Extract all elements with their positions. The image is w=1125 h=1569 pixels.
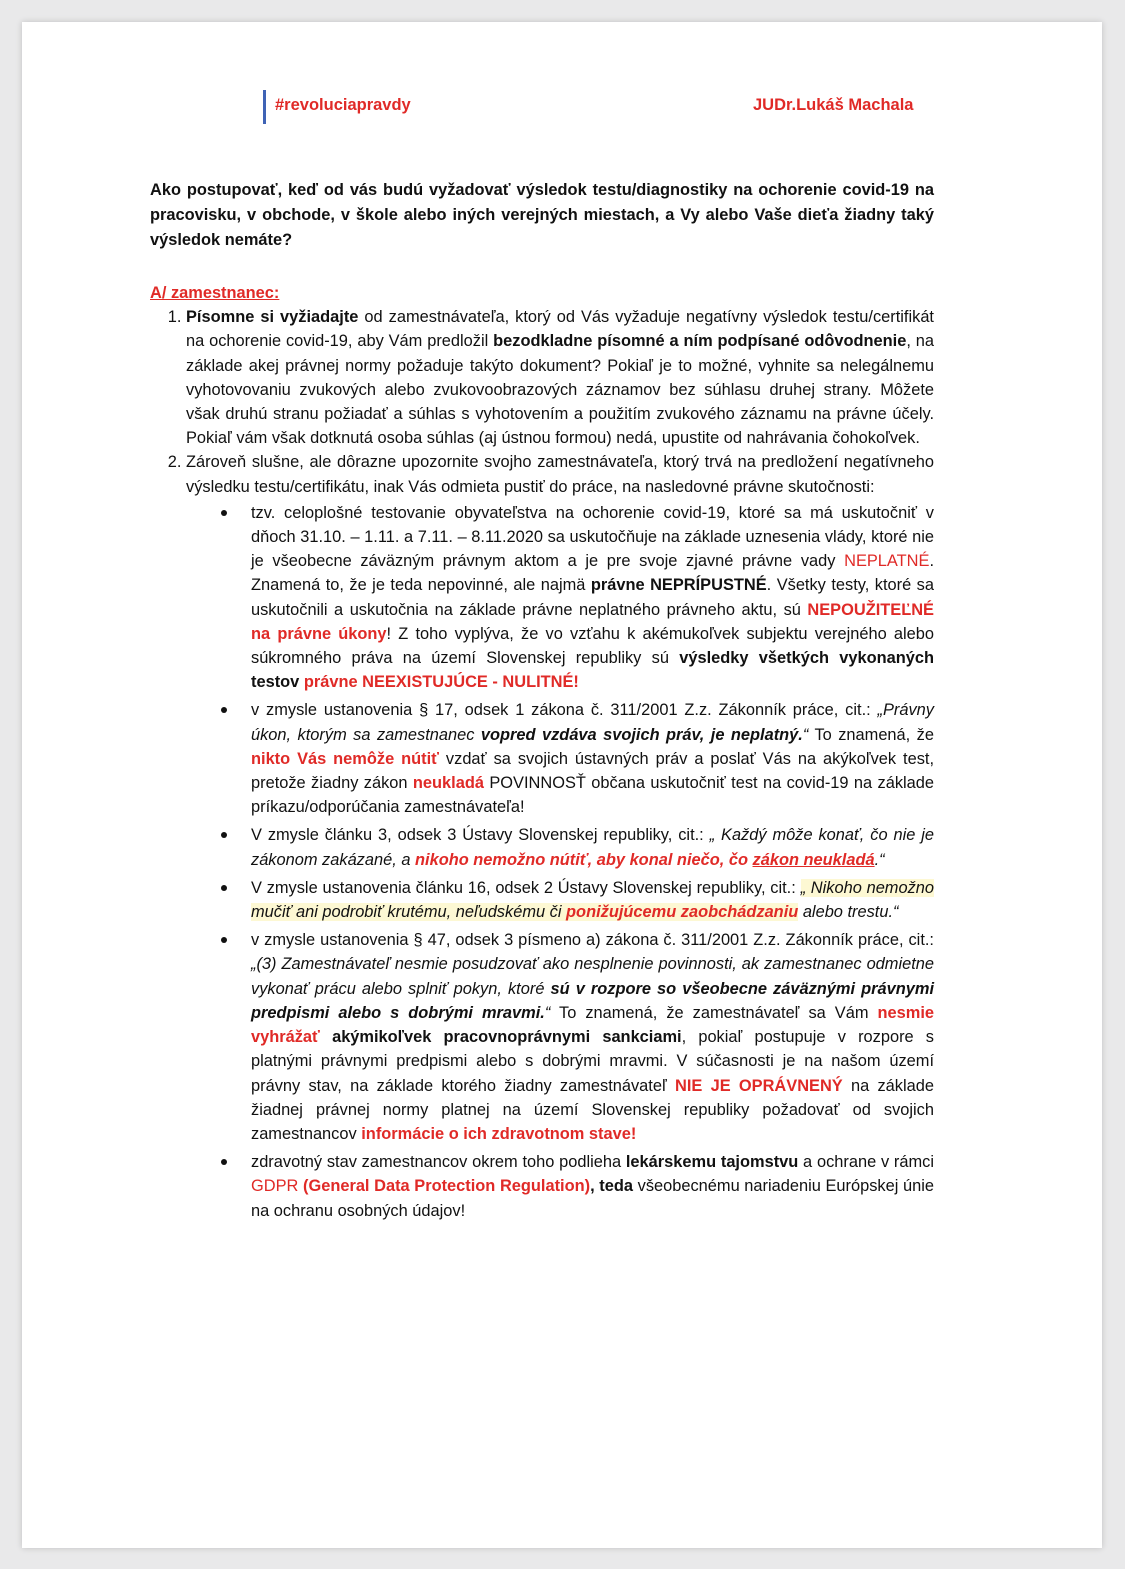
bullet-text: , pokiaľ postupuje v rozpore s platnými právnymi predpismi alebo s dobrými mravmi. V súčasnosti je na našom území právny stav, na základe ktorého žiadny zamestnávateľ <box>251 1028 935 1095</box>
bullet-red-bold-text: nikto Vás nemôže nútiť <box>251 749 439 768</box>
bullet-quote: „ Každý môže konať, čo nie je zákonom zakázané, a <box>251 826 935 869</box>
bullet-bold-text: , teda <box>590 1177 633 1196</box>
bullet-quote-highlighted: „ Nikoho nemožno mučiť ani podrobiť krutému, neľudskému či <box>251 878 934 922</box>
bullet-quote: “ <box>802 725 809 744</box>
bullet-bold-text: výsledky všetkých vykonaných testov <box>251 649 934 692</box>
item1-bold: bezodkladne písomné a ním podpísané odôvodnenie <box>493 332 907 351</box>
item2-intro: Zároveň slušne, ale dôrazne upozornite svojho zamestnávateľa, ktorý trvá na predložení negatívneho výsledku testu/certifikátu, inak Vás odmieta pustiť do práce, na nasledovné právne skutočnosti: <box>186 453 934 496</box>
bullet-text: na základe žiadnej právnej normy platnej na území Slovenskej republiky požadovať od svojich zamestnancov <box>251 1076 934 1143</box>
section-heading: A/ zamestnanec: <box>150 284 280 302</box>
document-body <box>150 178 934 1227</box>
bullet-text: POVINNOSŤ občana uskutočniť test na covid-19 na základe príkazu/odporúčania zamestnávateľa! <box>251 774 935 817</box>
bullet-text: v zmysle ustanovenia § 47, odsek 3 písmeno a) zákona č. 311/2001 Z.z. Zákonník práce, cit.: <box>251 931 934 950</box>
bullet-quote: “ <box>544 1003 551 1022</box>
bullet-text: To znamená, že zamestnávateľ sa Vám <box>550 1003 878 1022</box>
header-author: JUDr.Lukáš Machala <box>753 96 914 114</box>
bullet-text: všeobecnému nariadeniu Európskej únie na ochranu osobných údajov! <box>251 1177 934 1220</box>
bullet-quote: „(3) Zamestnávateľ nesmie posudzovať ako nesplnenie povinnosti, ak zamestnanec odmietne vykonať prácu alebo splniť pokyn, ktoré <box>251 955 934 998</box>
bullet-red-text: GDPR <box>251 1177 299 1196</box>
header-hashtag: #revoluciapravdy <box>275 96 411 114</box>
item1-text: od zamestnávateľa, ktorý od Vás vyžaduje negatívny výsledok testu/certifikát na ochorenie covid-19, aby Vám predložil <box>186 308 934 351</box>
bullet-constitution-3 <box>251 823 934 871</box>
bullet-text: . Znamená to, že je teda nepovinné, ale najmä <box>251 552 934 595</box>
bullet-labour-code-47 <box>251 928 934 1146</box>
bullet-text: V zmysle článku 3, odsek 3 Ústavy Slovenskej republiky, cit.: <box>251 826 710 845</box>
bullet-red-bold-text: právne NEEXISTUJÚCE - NULITNÉ! <box>303 673 579 692</box>
bullet-red-text: NEPLATNÉ <box>844 552 930 571</box>
bullet-quote-bold: sú v rozpore so všeobecne záväznými právnymi predpismi alebo s dobrými mravmi. <box>251 979 934 1022</box>
bullet-text: tzv. celoplošné testovanie obyvateľstva na ochorenie covid-19, ktoré sa má uskutočniť v dňoch 31.10. – 1.11. a 7.11. – 8.11.2020 sa uskutočňuje na základe uznesenia vlády, ktoré nie je všeobecne záväzným právnym aktom a je pre svoje zjavné právne vady <box>251 503 934 571</box>
bullet-bold-text: akýmikoľvek pracovnoprávnymi sankciami <box>332 1028 682 1047</box>
bullet-text: V zmysle ustanovenia článku 16, odsek 2 Ústavy Slovenskej republiky, cit.: <box>251 878 801 897</box>
bullet-red-bold-text: informácie o ich zdravotnom stave! <box>361 1124 637 1143</box>
bullet-gdpr <box>251 1150 934 1223</box>
bullet-red-bold-text: NEPOUŽITEĽNÉ na právne úkony <box>251 600 934 643</box>
bullet-red-bold-text: NIE JE OPRÁVNENÝ <box>675 1076 843 1095</box>
bullet-testing <box>251 501 934 695</box>
instruction-list <box>150 305 934 1223</box>
bullet-text: . Všetky testy, ktoré sa uskutočnili a uskutočnia na základe právne neplatného právneho aktu, sú <box>251 576 934 619</box>
bullet-text: zdravotný stav zamestnancov okrem toho podlieha <box>251 1153 626 1172</box>
document-title: Ako postupovať, keď od vás budú vyžadovať výsledok testu/diagnostiky na ochorenie covid-19 na pracovisku, v obchode, v škole alebo iných verejných miestach, a Vy alebo Vaše dieťa žiadny taký výsledok nemáte? <box>150 181 934 249</box>
bullet-quote: „Právny úkon, ktorým sa zamestnanec <box>251 701 934 744</box>
bullet-text: vzdať sa svojich ústavných práv a poslať Vás na akýkoľvek test, pretože žiadny zákon <box>251 749 935 793</box>
bullet-quote-red: nikoho nemožno nútiť, aby konal niečo, čo <box>415 850 753 869</box>
bullet-red-bold-text: neukladá <box>412 774 484 793</box>
bullet-bold-text: lekárskemu tajomstvu <box>625 1153 799 1172</box>
item1-bold-lead: Písomne si vyžiadajte <box>186 308 359 327</box>
bullet-labour-code-17 <box>251 698 934 819</box>
header-accent-bar <box>263 90 266 124</box>
bullet-red-bold-text: nesmie vyhrážať <box>251 1003 935 1047</box>
bullet-quote: .“ <box>874 850 885 869</box>
legal-facts-list <box>186 501 934 1223</box>
list-item-1 <box>186 305 934 450</box>
bullet-quote-bold: vopred vzdáva svojich práv, je neplatný. <box>480 725 803 744</box>
bullet-bold-text: právne NEPRÍPUSTNÉ <box>590 576 767 595</box>
bullet-quote: alebo trestu.“ <box>798 903 899 922</box>
bullet-text: To znamená, že <box>808 725 934 744</box>
bullet-red-bold-text: (General Data Protection Regulation) <box>298 1177 591 1196</box>
bullet-text: a ochrane v rámci <box>798 1153 934 1172</box>
bullet-text <box>320 1028 332 1046</box>
bullet-text: v zmysle ustanovenia § 17, odsek 1 zákona č. 311/2001 Z.z. Zákonník práce, cit.: <box>251 701 878 720</box>
bullet-constitution-16 <box>251 876 934 924</box>
bullet-text: ! Z toho vyplýva, že vo vzťahu k akémukoľvek subjektu verejného alebo súkromného práva na území Slovenskej republiky sú <box>251 624 934 668</box>
item1-text-2: , na základe akej právnej normy požaduje takýto dokument? Pokiaľ je to možné, vyhnite sa nelegálnemu vyhotovovaniu zvukových alebo zvukovoobrazových záznamov bez súhlasu druhej strany. Môžete však druhú stranu požiadať a súhlas s vyhotovením a použitím zvukového záznamu na právne účely. Pokiaľ vám však dotknutá osoba súhlas (aj ústnou formou) nedá, upustite od nahrávania čohokoľvek. <box>186 332 934 448</box>
bullet-quote-red-underline: zákon neukladá <box>752 850 875 869</box>
document-page <box>22 22 1102 1548</box>
bullet-quote-red-highlighted: ponižujúcemu zaobchádzaniu <box>566 903 799 922</box>
list-item-2 <box>186 450 934 1222</box>
